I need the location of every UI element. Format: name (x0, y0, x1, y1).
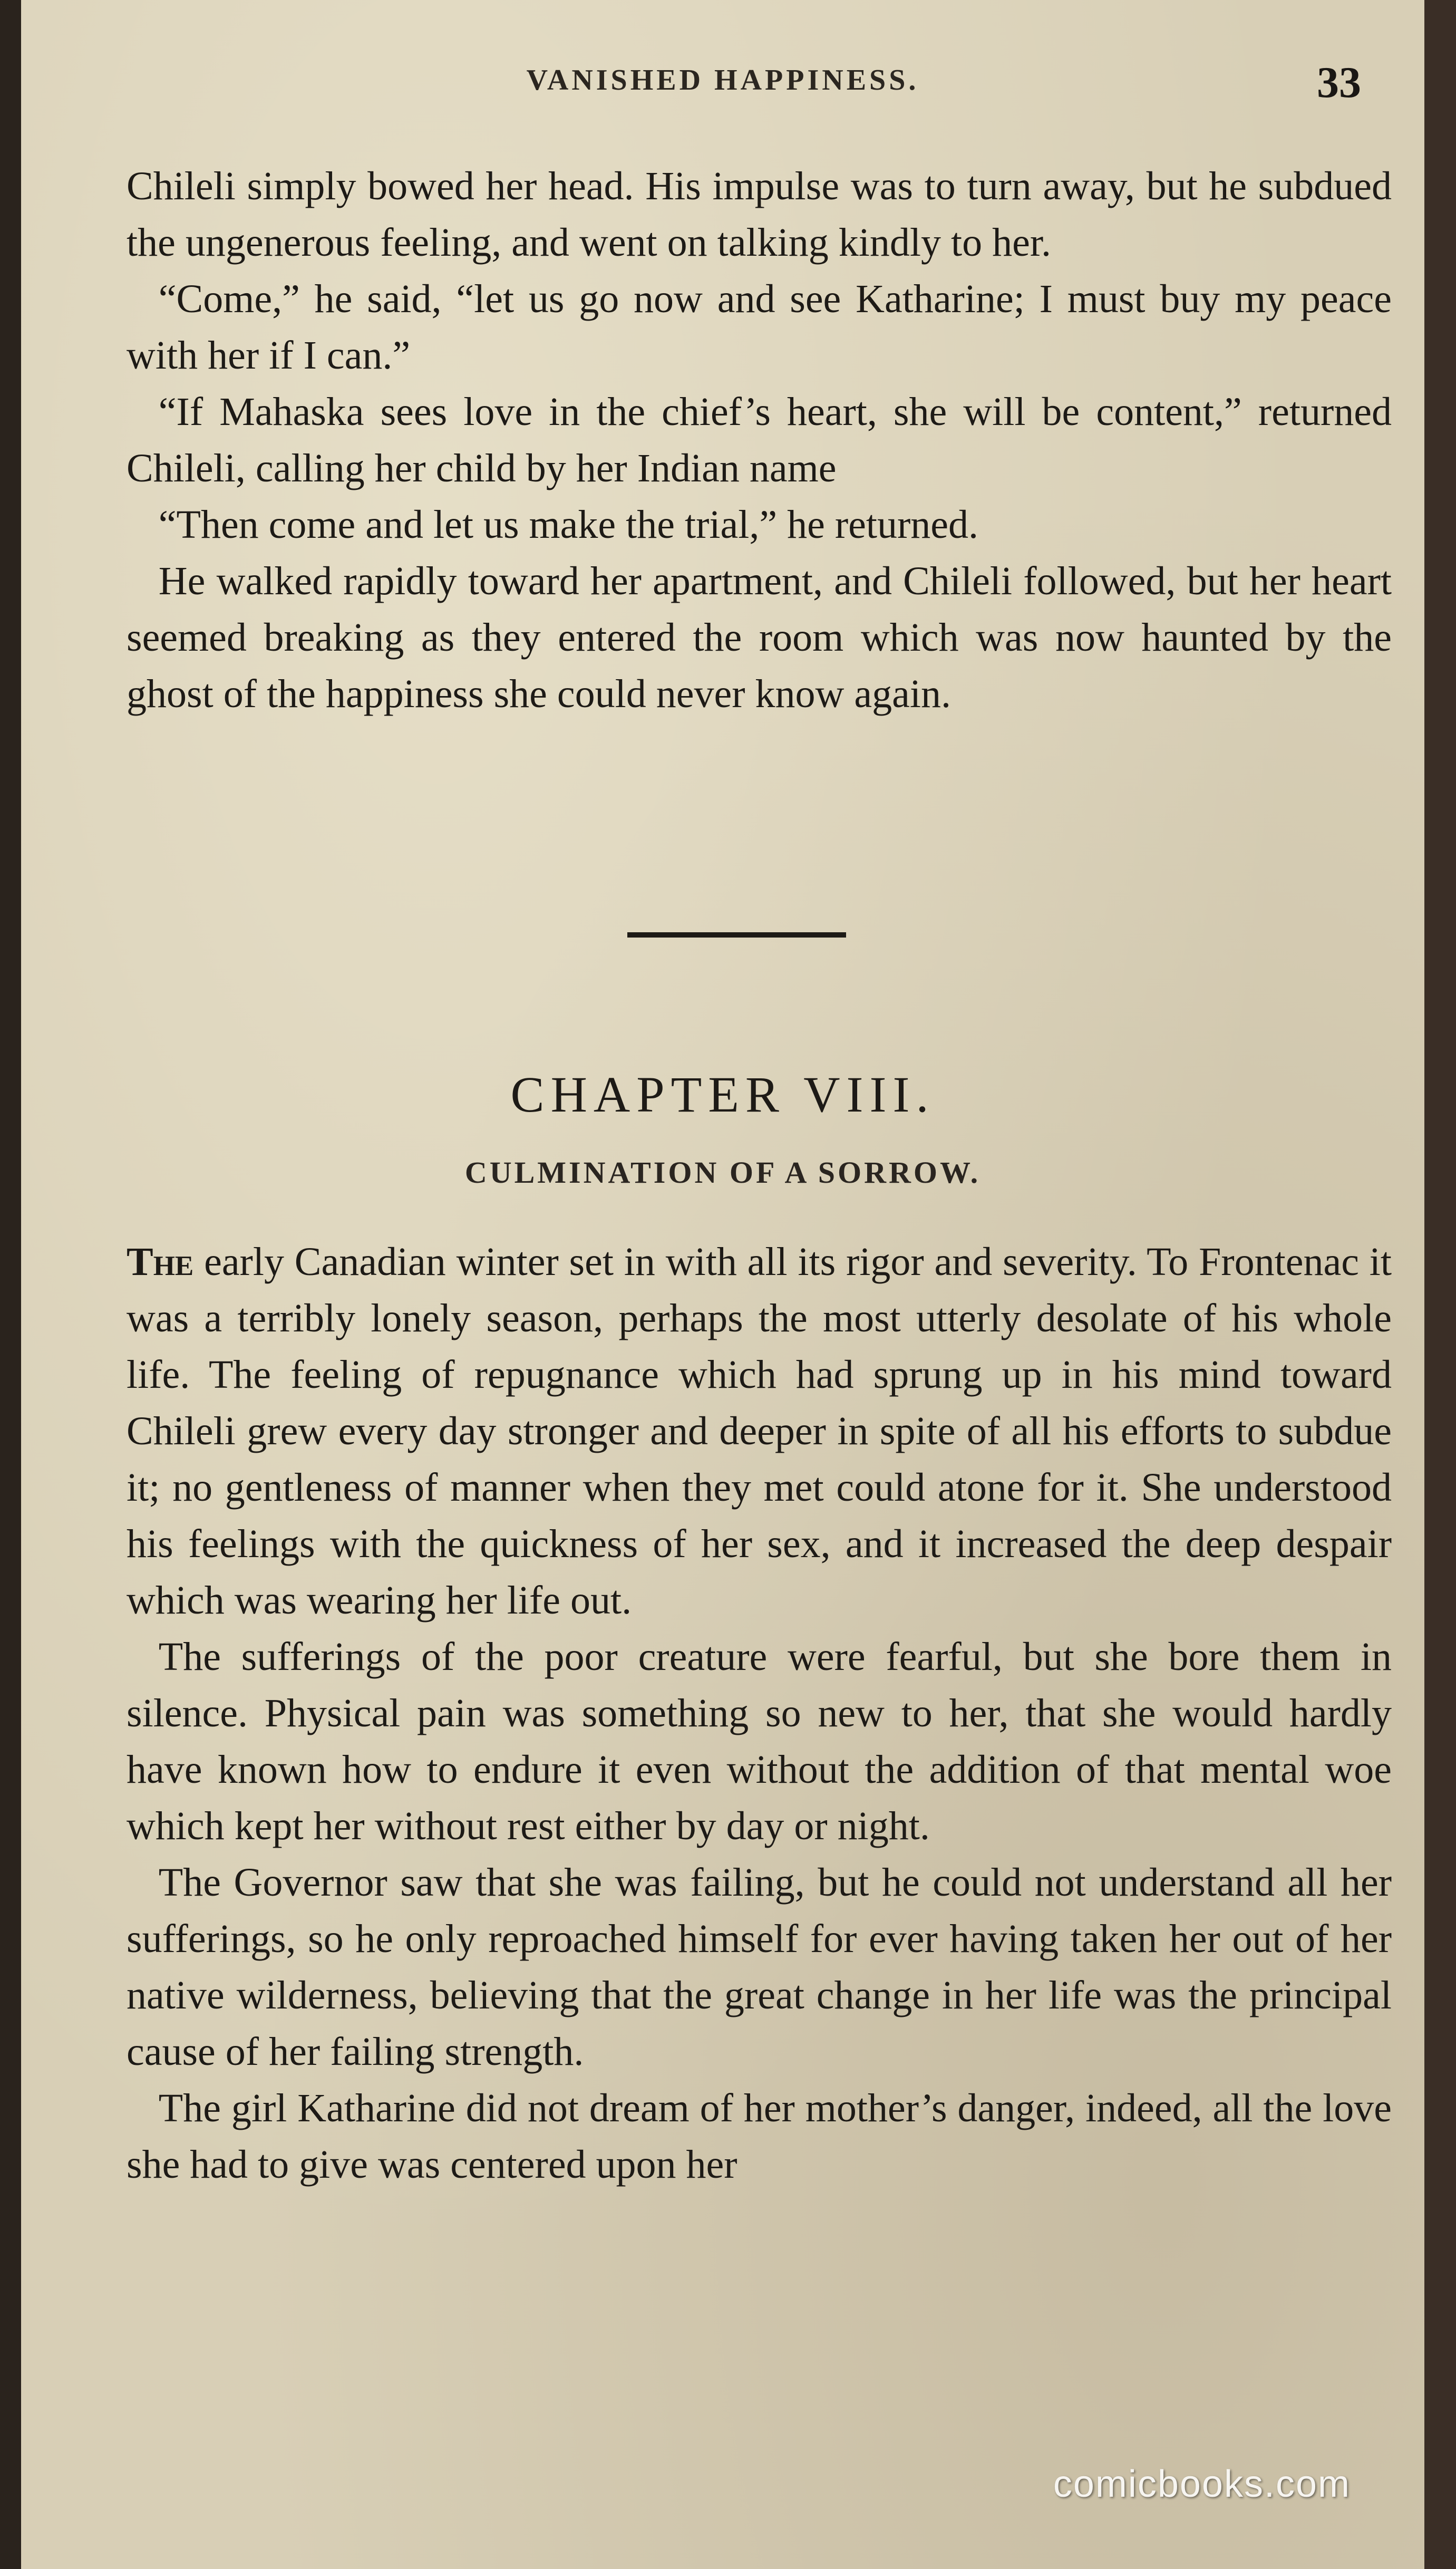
chapter-opening-word: The (127, 1240, 194, 1284)
chapter-text-block (127, 1234, 1392, 2193)
chapter-subtitle: CULMINATION OF A SORROW. (464, 1155, 981, 1190)
paragraph: The Governor saw that she was failing, but he could not understand all her sufferings, so he only reproached himself for ever having taken her out of her native wilderness, believing that the great change in her life was the principal cause of her failing strength. (127, 1860, 1392, 2074)
upper-text-block (127, 158, 1392, 722)
watermark: comicbooks.com (1053, 2463, 1351, 2505)
section-divider (627, 932, 846, 938)
chapter-title: CHAPTER VIII. (510, 1066, 935, 1123)
paragraph: “Then come and let us make the trial,” he returned. (158, 503, 979, 547)
paragraph: The girl Katharine did not dream of her mother’s danger, indeed, all the love she had to give was centered upon her (127, 2086, 1392, 2187)
paragraph: “If Mahaska sees love in the chief’s heart, she will be content,” returned Chileli, calling her child by her Indian name (127, 390, 1392, 490)
paragraph: The sufferings of the poor creature were fearful, but she bore them in silence. Physical pain was something so new to her, that she would hardly have known how to endure it even without the addition of that mental woe which kept her without rest either by day or night. (127, 1635, 1392, 1848)
paragraph-text: early Canadian winter set in with all its rigor and severity. To Frontenac it was a terribly lonely season, perhaps the most utterly desolate of his whole life. The feeling of repugnance which had sprung up in his mind toward Chileli grew every day stronger and deeper in spite of all his efforts to subdue it; no gentleness of manner when they met could atone for it. She understood his feelings with the quickness of her sex, and it increased the deep despair which was wearing her life out. (127, 1240, 1392, 1622)
running-head: VANISHED HAPPINESS. (526, 64, 919, 96)
paragraph: “Come,” he said, “let us go now and see Katharine; I must buy my peace with her if I can.” (127, 277, 1392, 378)
paragraph (127, 1234, 1392, 1629)
paragraph: He walked rapidly toward her apartment, and Chileli followed, but her heart seemed breaking as they entered the room which was now haunted by the ghost of the happiness she could never know again. (127, 559, 1392, 716)
paragraph: Chileli simply bowed her head. His impulse was to turn away, but he subdued the ungenerous feeling, and went on talking kindly to her. (127, 164, 1392, 265)
page-number: 33 (1317, 58, 1361, 107)
